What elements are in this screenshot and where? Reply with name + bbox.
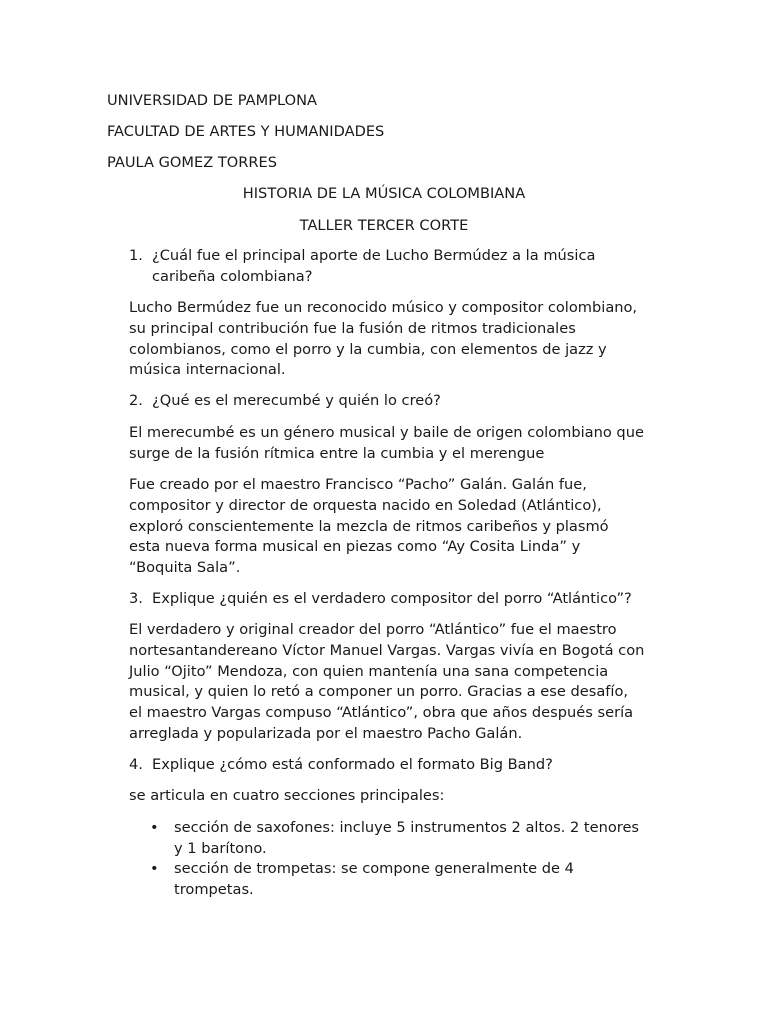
question-text: ¿Cuál fue el principal aporte de Lucho Bermúdez a la música caribeña colombiana? [152,247,596,285]
author-name: PAULA GOMEZ TORRES [107,154,278,171]
list-item [150,818,670,860]
question-2 [129,391,669,412]
question-number: 4. [129,756,143,773]
bullet-icon: • [150,860,159,877]
faculty-name: FACULTAD DE ARTES Y HUMANIDADES [107,123,385,140]
question-1 [129,246,669,288]
answer-2-continued: Fue creado por el maestro Francisco “Pacho” Galán. Galán fue, compositor y director de orquesta nacido en Soledad (Atlántico), exploró conscientemente la mezcla de ritmos caribeños y plasmó esta nueva forma musical en piezas como “Ay Cosita Linda” y “Boquita Sala”. [129,476,609,577]
question-text: Explique ¿cómo está conformado el formato Big Band? [152,756,553,773]
bullet-icon: • [150,819,159,836]
question-4 [129,755,669,776]
answer-1: Lucho Bermúdez fue un reconocido músico y compositor colombiano, su principal contribución fue la fusión de ritmos tradicionales colombianos, como el porro y la cumbia, con elementos de jazz y música internacional. [129,299,638,379]
answer-4: se articula en cuatro secciones principales: [129,787,445,804]
answer-3: El verdadero y original creador del porro “Atlántico” fue el maestro nortesantandereano Víctor Manuel Vargas. Vargas vivía en Bogotá con Julio “Ojito” Mendoza, con quien mantenía una sana competencia musical, y quien lo retó a componer un porro. Gracias a ese desafío, el maestro Vargas compuso “Atlántico”, obra que años después sería arreglada y popularizada por el maestro Pacho Galán. [129,621,645,742]
course-title: HISTORIA DE LA MÚSICA COLOMBIANA [242,185,526,202]
list-item-text: sección de trompetas: se compone generalmente de 4 trompetas. [174,860,574,898]
university-name: UNIVERSIDAD DE PAMPLONA [107,92,317,109]
question-3 [129,589,669,610]
question-number: 1. [129,247,143,264]
question-number: 3. [129,590,143,607]
assignment-title: TALLER TERCER CORTE [299,217,469,234]
list-item-text: sección de saxofones: incluye 5 instrumentos 2 altos. 2 tenores y 1 barítono. [174,819,640,857]
question-number: 2. [129,392,143,409]
question-text: ¿Qué es el merecumbé y quién lo creó? [152,392,441,409]
list-item [150,859,670,901]
answer-2: El merecumbé es un género musical y baile de origen colombiano que surge de la fusión rítmica entre la cumbia y el merengue [129,424,644,462]
question-text: Explique ¿quién es el verdadero compositor del porro “Atlántico”? [152,590,632,607]
